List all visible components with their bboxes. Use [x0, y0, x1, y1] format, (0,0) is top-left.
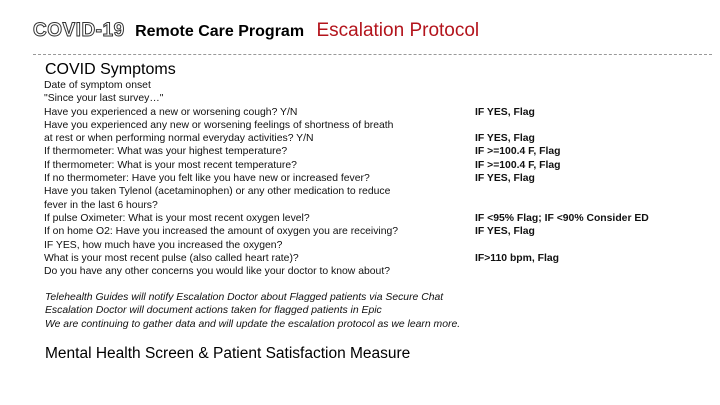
question-row — [44, 145, 561, 158]
question-text: IF YES, how much have you increased the oxygen? — [44, 239, 283, 251]
question-row — [44, 79, 398, 92]
question-text: If on home O2: Have you increased the amount of oxygen you are receiving? — [44, 226, 399, 238]
subtitle: Escalation Protocol — [316, 20, 480, 41]
question-text: Have you experienced any new or worsening feelings of shortness of breath — [44, 119, 394, 131]
section-heading: COVID Symptoms — [45, 61, 176, 78]
question-row — [44, 265, 398, 278]
symptom-questions — [44, 79, 649, 278]
flag-rule: IF YES, Flag — [475, 133, 535, 145]
question-row — [44, 119, 398, 132]
note-line: Telehealth Guides will notify Escalation Doctor about Flagged patients via Secure Chat — [45, 292, 444, 303]
flag-rule: IF >=100.4 F, Flag — [475, 159, 561, 171]
flag-rule: IF YES, Flag — [475, 173, 535, 185]
question-text: Have you experienced a new or worsening cough? Y/N — [44, 106, 298, 118]
question-text: What is your most recent pulse (also called heart rate)? — [44, 252, 299, 264]
flag-rule: IF <95% Flag; IF <90% Consider ED — [475, 212, 649, 224]
question-text: Have you taken Tylenol (acetaminophen) or any other medication to reduce — [44, 186, 391, 198]
question-row — [44, 252, 560, 265]
note-line: We are continuing to gather data and will update the escalation protocol as we learn more. — [45, 318, 461, 330]
question-row — [44, 225, 535, 238]
flag-rule: IF>110 bpm, Flag — [475, 252, 560, 264]
question-row — [44, 239, 398, 252]
question-text: If thermometer: What was your highest temperature? — [44, 146, 288, 158]
section-heading-2: Mental Health Screen & Patient Satisfaction Measure — [45, 345, 411, 362]
covid-logo-text: COVID-19 — [33, 20, 125, 41]
question-row — [44, 92, 398, 105]
question-row — [44, 106, 535, 119]
protocol-notes — [45, 291, 460, 331]
note-line: Escalation Doctor will document actions taken for flagged patients in Epic — [45, 305, 382, 317]
question-text: at rest or when performing normal everyday activities? Y/N — [44, 133, 314, 145]
question-text: "Since your last survey…" — [44, 93, 164, 105]
question-row — [44, 159, 561, 172]
dashed-divider — [33, 54, 712, 55]
question-text: If no thermometer: Have you felt like you have new or increased fever? — [44, 173, 370, 185]
question-row — [44, 199, 398, 212]
flag-rule: IF YES, Flag — [475, 106, 535, 118]
question-text: Date of symptom onset — [44, 80, 151, 91]
question-row — [44, 172, 535, 185]
flag-rule: IF >=100.4 F, Flag — [475, 146, 561, 158]
program-name: Remote Care Program — [135, 23, 305, 40]
slide-title — [33, 20, 479, 42]
flag-rule: IF YES, Flag — [475, 226, 535, 238]
question-row — [44, 212, 649, 225]
question-row — [44, 132, 535, 145]
question-row — [44, 185, 398, 198]
question-text: If pulse Oximeter: What is your most recent oxygen level? — [44, 212, 310, 224]
question-text: fever in the last 6 hours? — [44, 199, 158, 211]
question-text: Do you have any other concerns you would like your doctor to know about? — [44, 266, 390, 278]
question-text: If thermometer: What is your most recent temperature? — [44, 159, 297, 171]
